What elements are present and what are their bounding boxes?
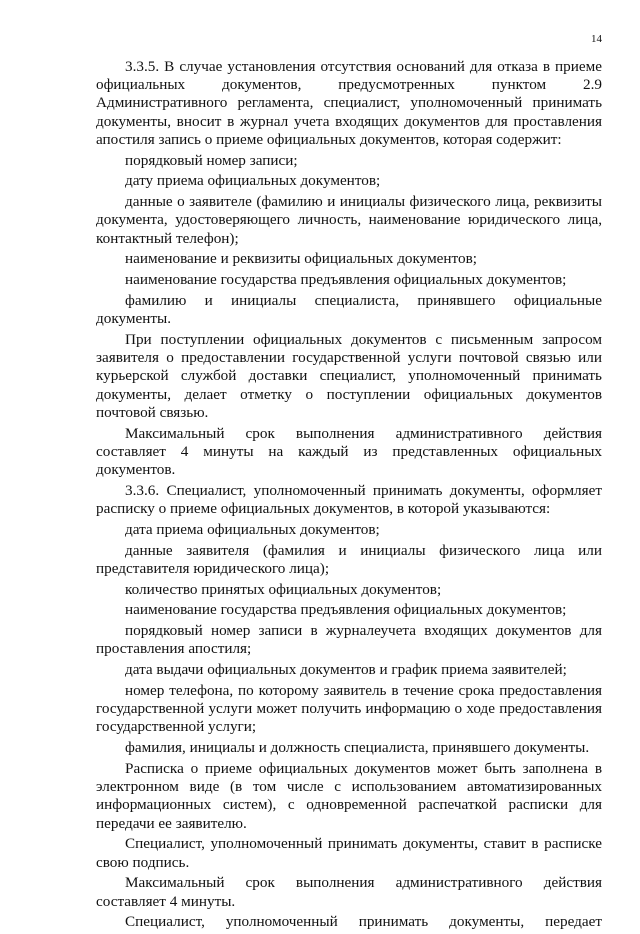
paragraph: Специалист, уполномоченный принимать документы, ставит в расписке свою подпись. — [96, 835, 602, 871]
paragraph: наименование государства предъявления официальных документов; — [125, 601, 567, 619]
paragraph: При поступлении официальных документов с письменным запросом заявителя о предоставлении государственной услуги почтовой связью или курьерской службой доставки специалист, уполномоченный принимать документы, делает отметку о поступлении официальных документов почтовой связью. — [96, 331, 602, 421]
paragraph: фамилия, инициалы и должность специалиста, принявшего документы. — [125, 739, 590, 757]
paragraph: Максимальный срок выполнения административного действия составляет 4 минуты. — [96, 874, 602, 910]
paragraph: порядковый номер записи; — [125, 151, 298, 169]
paragraph: дата приема официальных документов; — [125, 520, 380, 538]
paragraph: наименование государства предъявления официальных документов; — [125, 271, 567, 289]
paragraph: дата выдачи официальных документов и график приема заявителей; — [125, 661, 567, 679]
paragraph: 3.3.6. Специалист, уполномоченный принимать документы, оформляет расписку о приеме официальных документов, в которой указываются: — [96, 481, 602, 518]
paragraph: Специалист, уполномоченный принимать документы, передает — [125, 913, 602, 931]
paragraph: фамилию и инициалы специалиста, принявшего официальные документы. — [96, 292, 602, 328]
document-body — [96, 58, 602, 934]
paragraph: количество принятых официальных документов; — [125, 580, 442, 598]
paragraph: данные заявителя (фамилия и инициалы физического лица или представителя юридического лица); — [96, 541, 602, 577]
page-number: 14 — [591, 33, 602, 45]
paragraph: дату приема официальных документов; — [125, 172, 381, 190]
paragraph: Расписка о приеме официальных документов может быть заполнена в электронном виде (в том числе с использованием автоматизированных информационных систем), с одновременной распечаткой расписки для передачи ее заявителю. — [96, 760, 602, 832]
paragraph: Максимальный срок выполнения административного действия составляет 4 минуты на каждый из представленных официальных документов. — [96, 424, 602, 479]
paragraph: порядковый номер записи в журналеучета входящих документов для проставления апостиля; — [96, 622, 602, 658]
paragraph: наименование и реквизиты официальных документов; — [125, 250, 477, 268]
paragraph: номер телефона, по которому заявитель в течение срока предоставления государственной услуги может получить информацию о ходе предоставления государственной услуги; — [96, 682, 602, 736]
paragraph: данные о заявителе (фамилию и инициалы физического лица, реквизиты документа, удостоверяющего личность, наименование юридического лица, контактный телефон); — [96, 193, 602, 247]
paragraph: 3.3.5. В случае установления отсутствия оснований для отказа в приеме официальных документов, предусмотренных пунктом 2.9 Административного регламента, специалист, уполномоченный принимать документы, вносит в журнал учета входящих документов для проставления апостиля запись о приеме официальных документов, которая содержит: — [96, 58, 602, 148]
